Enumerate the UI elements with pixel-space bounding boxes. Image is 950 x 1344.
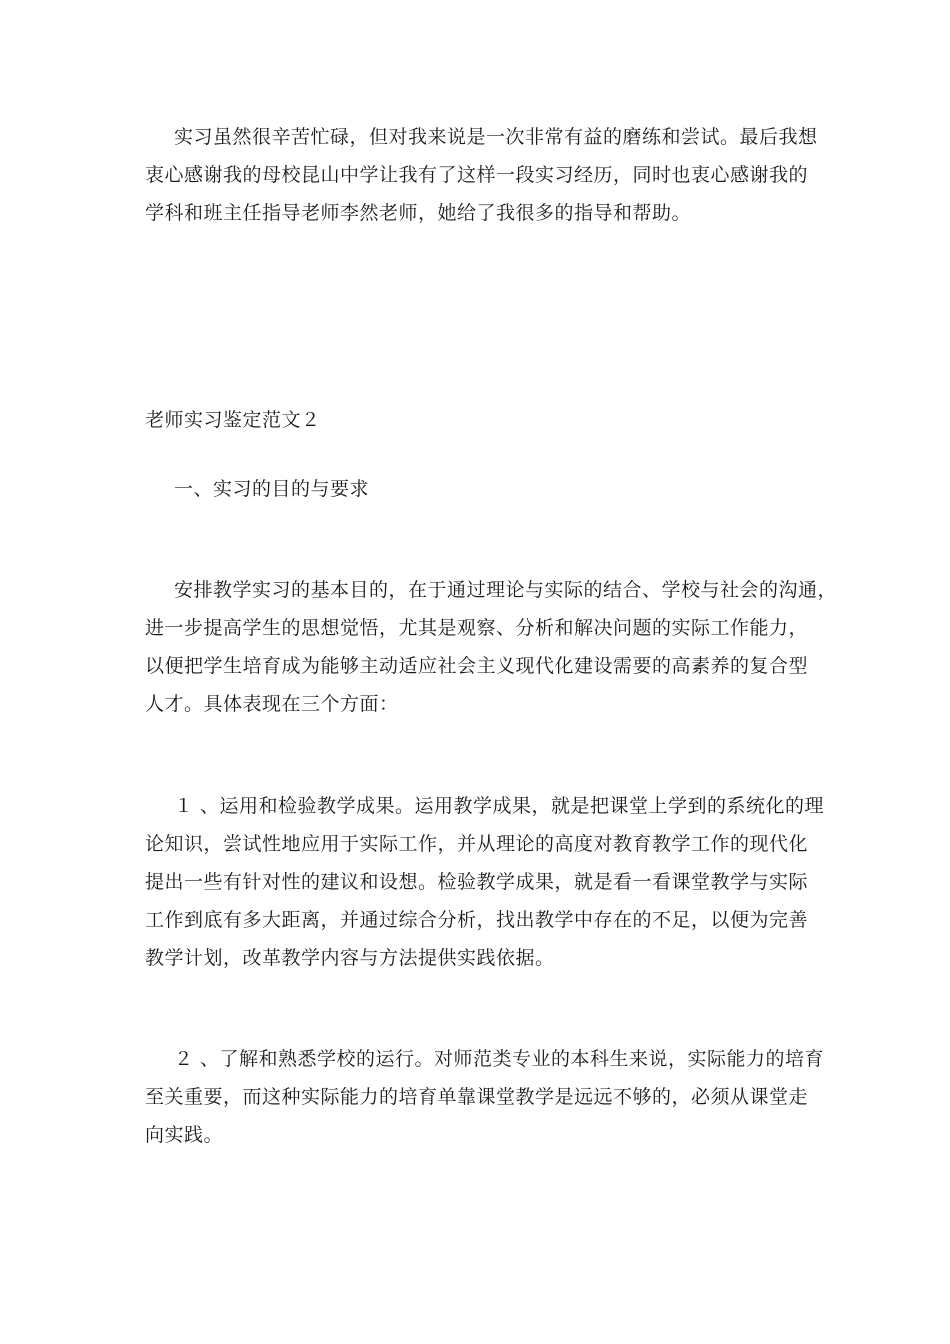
paragraph-line: 工作到底有多大距离，并通过综合分析，找出教学中存在的不足，以便为完善 [145,909,809,931]
paragraph-line: 教学计划，改革教学内容与方法提供实践依据。 [145,947,555,969]
paragraph-line: 以便把学生培育成为能够主动适应社会主义现代化建设需要的高素养的复合型 [145,655,809,677]
paragraph-line: 衷心感谢我的母校昆山中学让我有了这样一段实习经历，同时也衷心感谢我的 [145,164,809,186]
paragraph-line: 实习虽然很辛苦忙碌，但对我来说是一次非常有益的磨练和尝试。最后我想 [174,126,818,148]
paragraph-line: 人才。具体表现在三个方面： [145,693,399,715]
paragraph-line: 提出一些有针对性的建议和设想。检验教学成果，就是看一看课堂教学与实际 [145,871,809,893]
paragraph-line: 安排教学实习的基本目的，在于通过理论与实际的结合、学校与社会的沟通， [174,579,838,601]
paragraph-line: ２ 、了解和熟悉学校的运行。对师范类专业的本科生来说，实际能力的培育 [174,1048,825,1070]
paragraph-line: 进一步提高学生的思想觉悟，尤其是观察、分析和解决问题的实际工作能力， [145,617,809,639]
paragraph-line: 学科和班主任指导老师李然老师，她给了我很多的指导和帮助。 [145,202,692,224]
paragraph-line: 论知识，尝试性地应用于实际工作，并从理论的高度对教育教学工作的现代化 [145,833,809,855]
section-heading: 一、实习的目的与要求 [174,478,370,500]
paragraph-line: 向实践。 [145,1124,224,1146]
paragraph-line: 至关重要，而这种实际能力的培育单靠课堂教学是远远不够的，必须从课堂走 [145,1086,809,1108]
paragraph-line: １ 、运用和检验教学成果。运用教学成果，就是把课堂上学到的系统化的理 [174,795,825,817]
document-title: 老师实习鉴定范文２ [145,409,321,431]
